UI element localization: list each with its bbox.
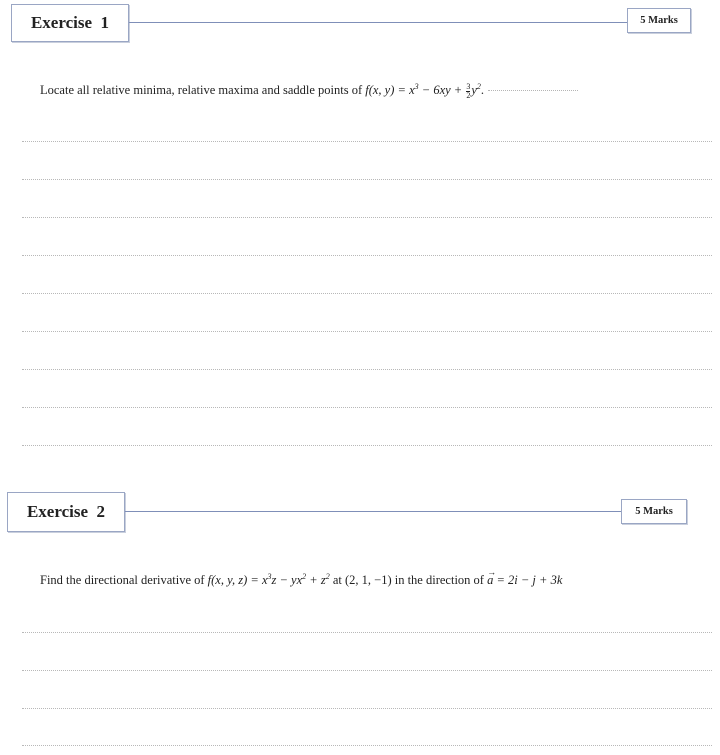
answer-line[interactable] (22, 407, 712, 408)
exercise-2-marks-box (621, 499, 687, 524)
exercise-1-formula: f(x, $y) = x^3 - 6xy$ + $\frac{3}{2}$ $y^2$. (365, 81, 485, 100)
exercise-1-question-text: Locate all relative minima, relative maxima and saddle points of (40, 83, 366, 98)
exercise-1-marks: 5 Marks (640, 15, 678, 26)
exercise-2-formula: f(x, y, $z) = x^3z - yx^2 + z^2$ (207, 572, 330, 588)
exercise-1-title-box (11, 4, 129, 42)
answer-line[interactable] (22, 632, 712, 633)
answer-line[interactable] (22, 708, 712, 709)
answer-line[interactable] (22, 331, 712, 332)
exercise-2-rule (125, 511, 621, 512)
exercise-2-title-box (7, 492, 125, 532)
answer-trail-line (488, 90, 578, 91)
answer-line[interactable] (22, 670, 712, 671)
answer-line[interactable] (22, 255, 712, 256)
answer-line[interactable] (22, 179, 712, 180)
answer-line[interactable] (22, 141, 712, 142)
exercise-1-rule (129, 22, 627, 23)
answer-line[interactable] (22, 369, 712, 370)
exercise-1-title: Exercise 1 (30, 13, 110, 32)
answer-line[interactable] (22, 445, 712, 446)
answer-line[interactable] (22, 745, 712, 746)
exercise-2-question-text: Find the directional derivative of (40, 573, 208, 588)
exercise-2-question: Find the directional derivative of f(x, y, $z) = x^3z - yx^2 + z^2$ at (2, 1, −1) in the direction of → a = 2i − j + 3k (40, 567, 563, 588)
answer-line[interactable] (22, 293, 712, 294)
exercise-1-question (40, 82, 578, 100)
exercise-1-marks-box (627, 8, 691, 33)
exercise-2-marks: 5 Marks (635, 506, 673, 517)
fraction-three-halves: $\frac{3}{2}$ (466, 81, 471, 100)
answer-line[interactable] (22, 217, 712, 218)
vector-a-value: = 2i − j + 3k (493, 573, 563, 588)
vector-a: → a (487, 567, 497, 588)
exercise-2-title: Exercise 2 (26, 502, 106, 521)
